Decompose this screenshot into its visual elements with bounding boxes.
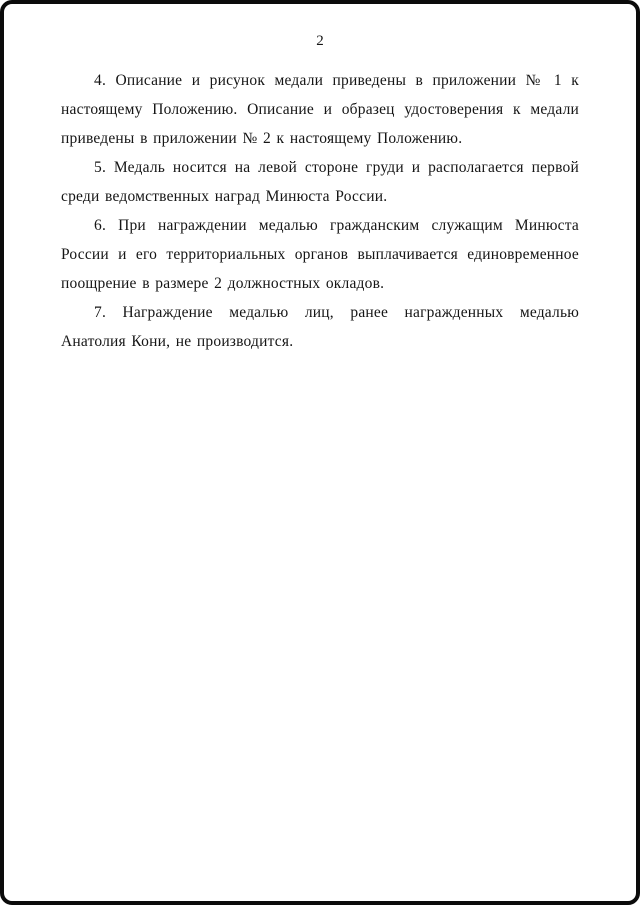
paragraph-6: 6. При награждении медалью гражданским служащим Минюста России и его территориальных органов выплачивается единовременное поощрение в размере 2 должностных окладов. xyxy=(61,217,579,292)
paragraph-4: 4. Описание и рисунок медали приведены в приложении № 1 к настоящему Положению. Описание и образец удостоверения к медали приведены в приложении № 2 к настоящему Положению. xyxy=(61,72,579,147)
page-number: 2 xyxy=(316,33,324,49)
paragraph-5: 5. Медаль носится на левой стороне груди и располагается первой среди ведомственных наград Минюста России. xyxy=(61,159,579,205)
document-content xyxy=(4,4,636,356)
paragraph-7: 7. Награждение медалью лиц, ранее награжденных медалью Анатолия Кони, не производится. xyxy=(61,304,579,350)
